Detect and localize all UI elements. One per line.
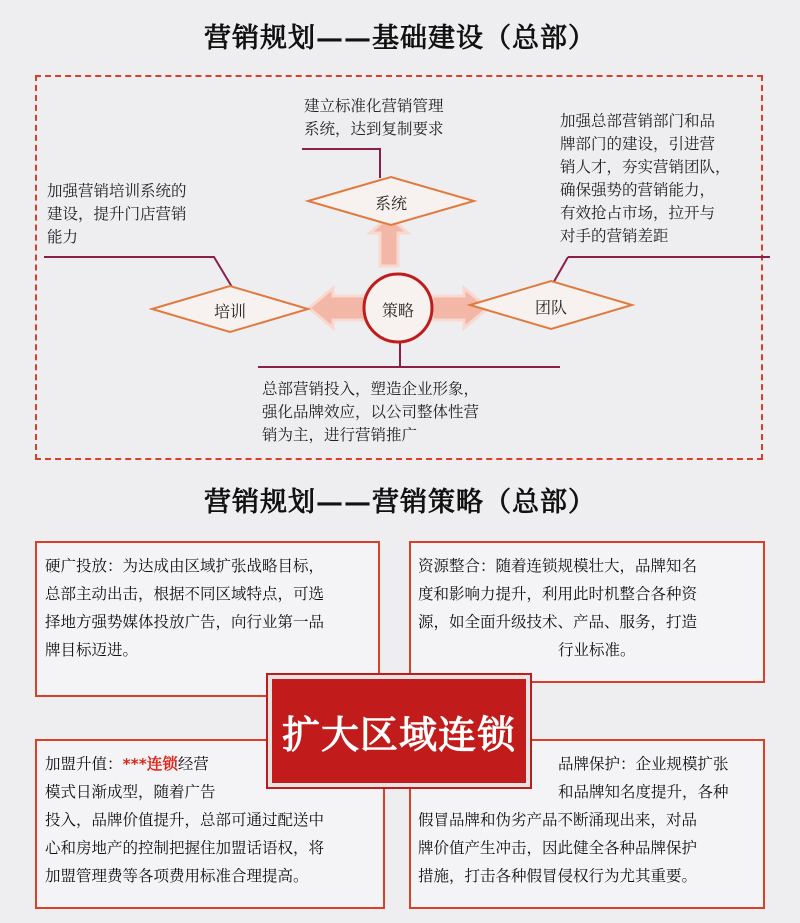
section1-title: 营销规划——基础建设（总部） [204,23,596,54]
strategy-label: 策略 [381,301,414,320]
box-line: 假冒品牌和伪劣产品不断涌现出来，对品 [418,811,698,829]
expand-regional-chain-box: 扩大区域连锁 [268,675,530,787]
hard-ad-text [45,552,324,664]
box-line: 择地方强势媒体投放广告，向行业第一品 [45,613,325,631]
note-line: 销人才，夯实营销团队， [560,158,731,176]
box-line: 牌目标迈进。 [45,641,139,659]
franchise-heading: 加盟升值： [45,755,123,773]
box-line: 硬广投放：为达成由区域扩张战略目标， [45,557,325,575]
system-note [304,95,444,141]
note-line: 销为主，进行营销推广 [262,426,418,444]
strategy-connector [258,335,400,367]
box-line: 牌价值产生冲击，因此健全各种品牌保护 [418,839,698,857]
team-connector [552,257,568,285]
note-line: 能力 [47,228,79,246]
note-line: 有效抢占市场，拉开与 [560,204,716,222]
box-line: 模式日渐成型，随着广告 [45,783,216,801]
box-line: 源，如全面升级技术、产品、服务，打造 [418,613,698,631]
box-line: 行业标准。 [558,641,636,659]
box-line: 资源整合：随着连锁规模壮大，品牌知名 [418,557,698,575]
training-connector [44,257,232,287]
box-line: 度和影响力提升，利用此时机整合各种资 [418,585,698,603]
arrow-left [309,288,365,328]
note-line: 建立标准化营销管理 [304,97,444,115]
section2-title: 营销规划——营销策略（总部） [204,487,596,518]
note-line: 系统，达到复制要求 [304,120,444,138]
box-line: 措施，打击各种假冒侵权行为尤其重要。 [418,867,698,885]
box-line: 投入，品牌价值提升，总部可通过配送中 [45,811,325,829]
training-note [47,180,187,249]
note-line: 加强总部营销部门和品 [560,112,716,130]
box-line: 品牌保护：企业规模扩张 [558,755,729,773]
box-line: 加盟管理费等各项费用标准合理提高。 [45,867,309,885]
box-line: 心和房地产的控制把握住加盟话语权，将 [45,839,325,857]
system-connector [302,149,380,178]
note-line: 加强营销培训系统的 [47,182,187,200]
franchise-heading-end: 经营 [177,755,209,773]
note-line: 牌部门的建设，引进营 [560,135,716,153]
team-label: 团队 [534,298,567,317]
note-line: 确保强势的营销能力， [560,181,716,199]
note-line: 总部营销投入，塑造企业形象， [262,380,480,398]
highlight-text: ***连锁 [122,755,178,773]
strategy-note [262,378,479,447]
box-line: 总部主动出击，根据不同区域特点，可选 [45,585,325,603]
training-label: 培训 [213,302,246,321]
note-line: 强化品牌效应，以公司整体性营 [262,403,480,421]
team-note [560,110,731,248]
box-line: 和品牌知名度提升，各种 [558,783,729,801]
note-line: 建设，提升门店营销 [47,205,187,223]
note-line: 对手的营销差距 [560,227,669,245]
system-label: 系统 [374,194,407,213]
resource-text [418,552,697,664]
